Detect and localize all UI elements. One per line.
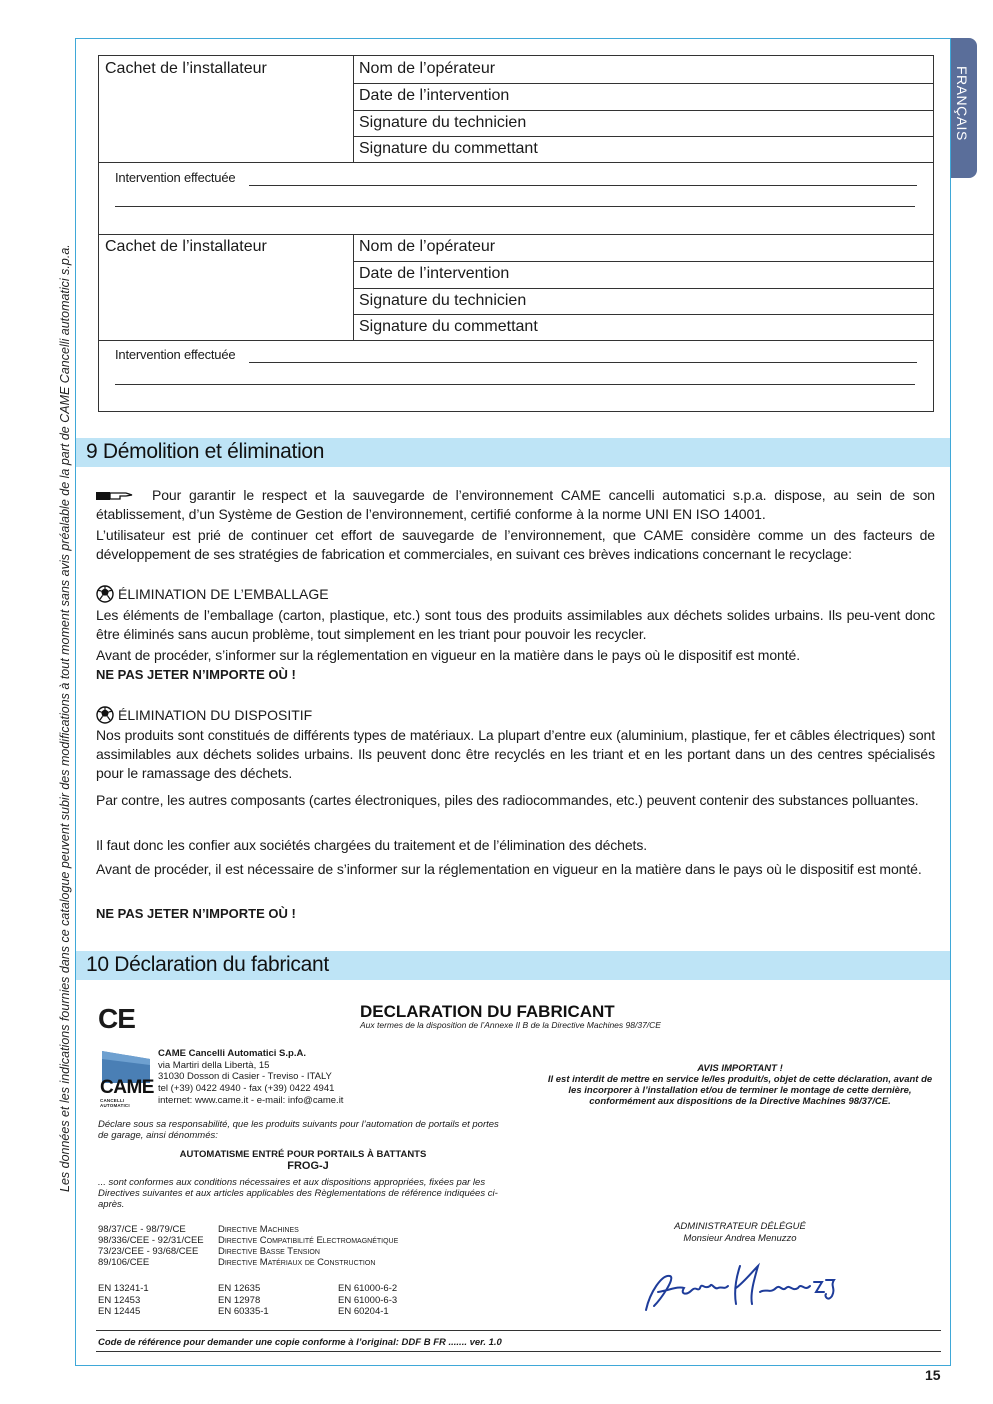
company-name: CAME Cancelli Automatici S.p.A. <box>158 1048 306 1059</box>
device-text-1: Nos produits sont constitués de différents types de matériaux. La plupart d’entre eux (aluminium, plastique, fer et câbles électriques) sont assimilables aux déchets solides urbains. Ils peuvent donc être recyclés en les triant et en les portant dans un des centres spécialisés pour le ramassage des déchets. <box>96 727 935 781</box>
section-9-intro-2: L’utilisateur est prié de continuer cet effort de sauvegarde de l’environnement, que CAME considère comme un des facteurs de développement de ses stratégies de fabrication et commerciales, en suivant ces brèves indications concernant le recyclage: <box>96 527 935 562</box>
standard-ref: EN 13241-1 <box>98 1283 149 1294</box>
standard-ref: EN 12635 <box>218 1283 261 1294</box>
directive-name: Directive Compatibilité Electromagnétique <box>218 1235 399 1246</box>
standard-ref: EN 12978 <box>218 1295 261 1306</box>
came-logo-text: CAME <box>100 1077 154 1098</box>
company-address-2: 31030 Dosson di Casier - Treviso - ITALY <box>158 1071 332 1082</box>
device-text-4: Avant de procéder, il est nécessaire de s’informer sur la réglementation en vigueur en la matière dans le pays où le dispositif est monté. <box>96 861 922 877</box>
intervention-label: Intervention effectuée <box>115 347 236 362</box>
directive-name: Directive Machines <box>218 1224 299 1235</box>
conformity-text: ... sont conformes aux conditions nécessaires et aux dispositions appropriées, fixées par les Directives suivantes et aux articles applicables des Règlementations de référence indiquées ci-après. <box>98 1177 498 1210</box>
directive-name: Directive Matériaux de Construction <box>218 1257 376 1268</box>
came-logo <box>98 1047 154 1108</box>
section-10-title: 10 Déclaration du fabricant <box>86 953 329 976</box>
intervention-label: Intervention effectuée <box>115 170 236 185</box>
technician-signature-label: Signature du technicien <box>359 292 527 309</box>
declares-text: Déclare sous sa responsabilité, que les produits suivants pour l’automation de portails et portes de garage, ainsi dénommés: <box>98 1119 499 1141</box>
admin-name: Monsieur Andrea Menuzzo <box>683 1233 797 1244</box>
client-signature-label: Signature du commettant <box>359 140 538 157</box>
device-heading-text: ÉLIMINATION DU DISPOSITIF <box>118 707 313 723</box>
declaration-title: DECLARATION DU FABRICANT <box>360 1002 615 1021</box>
standard-ref: EN 12453 <box>98 1295 141 1306</box>
standard-ref: EN 60204-1 <box>338 1306 389 1317</box>
packaging-heading-text: ÉLIMINATION DE L’EMBALLAGE <box>118 586 329 602</box>
technician-signature-label: Signature du technicien <box>359 114 527 131</box>
signature-image <box>640 1252 860 1316</box>
directive-code: 98/336/CEE - 92/31/CEE <box>98 1235 204 1246</box>
recycle-ball-icon <box>96 706 114 724</box>
device-warning: NE PAS JETER N’IMPORTE OÙ ! <box>96 906 296 921</box>
device-text-2: Par contre, les autres composants (cartes électroniques, piles des radiocommandes, etc.) peuvent contenir des substances polluantes. <box>96 792 919 808</box>
stamp-label: Cachet de l’installateur <box>105 238 267 255</box>
came-logo-subtext: CANCELLI AUTOMATICI <box>100 1098 130 1108</box>
packaging-text-1: Les éléments de l’emballage (carton, plastique, etc.) sont tous des produits assimilables aux déchets solides urbains. Ils peu-vent donc être éliminés sans aucun problème, tout simplement en les triant pour pouvoir les recycler. <box>96 607 935 642</box>
directive-code: 89/106/CEE <box>98 1257 150 1268</box>
page-number: 15 <box>925 1367 941 1383</box>
standard-ref: EN 12445 <box>98 1306 141 1317</box>
operator-name-label: Nom de l’opérateur <box>359 238 496 255</box>
side-disclaimer: Les données et les indications fournies dans ce catalogue peuvent subir des modifications à tout moment sans avis préalable de la part de CAME Cancelli automatici s.p.a. <box>58 244 72 1192</box>
reference-code: Code de référence pour demander une copie conforme à l’original: DDF B FR ....... ver. 1.0 <box>98 1337 502 1348</box>
section-9-intro-1 <box>96 486 935 524</box>
standard-ref: EN 61000-6-3 <box>338 1295 398 1306</box>
declaration-subtitle: Aux termes de la disposition de l’Annexe II B de la Directive Machines 98/37/CE <box>360 1020 661 1030</box>
company-internet: internet: www.came.it - e-mail: info@came.it <box>158 1095 344 1106</box>
product-line: AUTOMATISME ENTRÉ POUR PORTAILS À BATTANTS <box>179 1149 427 1160</box>
admin-title: ADMINISTRATEUR DÉLÉGUÉ <box>674 1221 806 1232</box>
language-tab <box>951 38 977 178</box>
packaging-text-2: Avant de procéder, s’informer sur la réglementation en vigueur en la matière dans le pays où le dispositif est monté. <box>96 647 800 663</box>
standard-ref: EN 60335-1 <box>218 1306 269 1317</box>
stamp-label: Cachet de l’installateur <box>105 60 267 77</box>
section-10-header <box>76 951 950 980</box>
ce-mark: CE <box>98 1003 135 1034</box>
directive-name: Directive Basse Tension <box>218 1246 320 1257</box>
section-9-title: 9 Démolition et élimination <box>86 440 325 463</box>
device-heading <box>96 706 312 724</box>
notice-title: AVIS IMPORTANT ! <box>697 1063 783 1074</box>
client-signature-label: Signature du commettant <box>359 318 538 335</box>
recycle-ball-icon <box>96 585 114 603</box>
packaging-heading <box>96 585 329 603</box>
language-tab-label: FRANÇAIS <box>954 66 970 141</box>
section-9-header <box>76 438 950 467</box>
company-address-1: via Martiri della Libertà, 15 <box>158 1060 270 1071</box>
device-text-3: Il faut donc les confier aux sociétés chargées du traitement et de l’élimination des déchets. <box>96 837 648 853</box>
reference-top-rule <box>96 1330 941 1331</box>
intervention-date-label: Date de l’intervention <box>359 265 510 282</box>
pointing-hand-icon <box>96 490 136 502</box>
operator-name-label: Nom de l’opérateur <box>359 60 496 77</box>
directive-code: 98/37/CE - 98/79/CE <box>98 1224 186 1235</box>
company-phone: tel (+39) 0422 4940 - fax (+39) 0422 4941 <box>158 1083 335 1094</box>
reference-bottom-rule <box>96 1351 941 1352</box>
product-name: FROG-J <box>287 1160 329 1172</box>
standard-ref: EN 61000-6-2 <box>338 1283 398 1294</box>
notice-text: Il est interdit de mettre en service le/les produit/s, objet de cette déclaration, avant de les incorporer à l’installation et/ou de terminer le montage de cette dernière, conformément aux dispositions de la Directive Machines 98/37/CE. <box>547 1074 933 1107</box>
intervention-date-label: Date de l’intervention <box>359 87 510 104</box>
maintenance-register <box>98 55 934 412</box>
section-9-intro-1-text: Pour garantir le respect et la sauvegarde de l’environnement CAME cancelli automatici s.p.a. dispose, au sein de son établissement, d’un Système de Gestion de l’environnement, certifié conforme à la norme UNI EN ISO 14001. <box>96 487 935 522</box>
packaging-warning: NE PAS JETER N’IMPORTE OÙ ! <box>96 667 296 682</box>
directive-code: 73/23/CEE - 93/68/CEE <box>98 1246 199 1257</box>
